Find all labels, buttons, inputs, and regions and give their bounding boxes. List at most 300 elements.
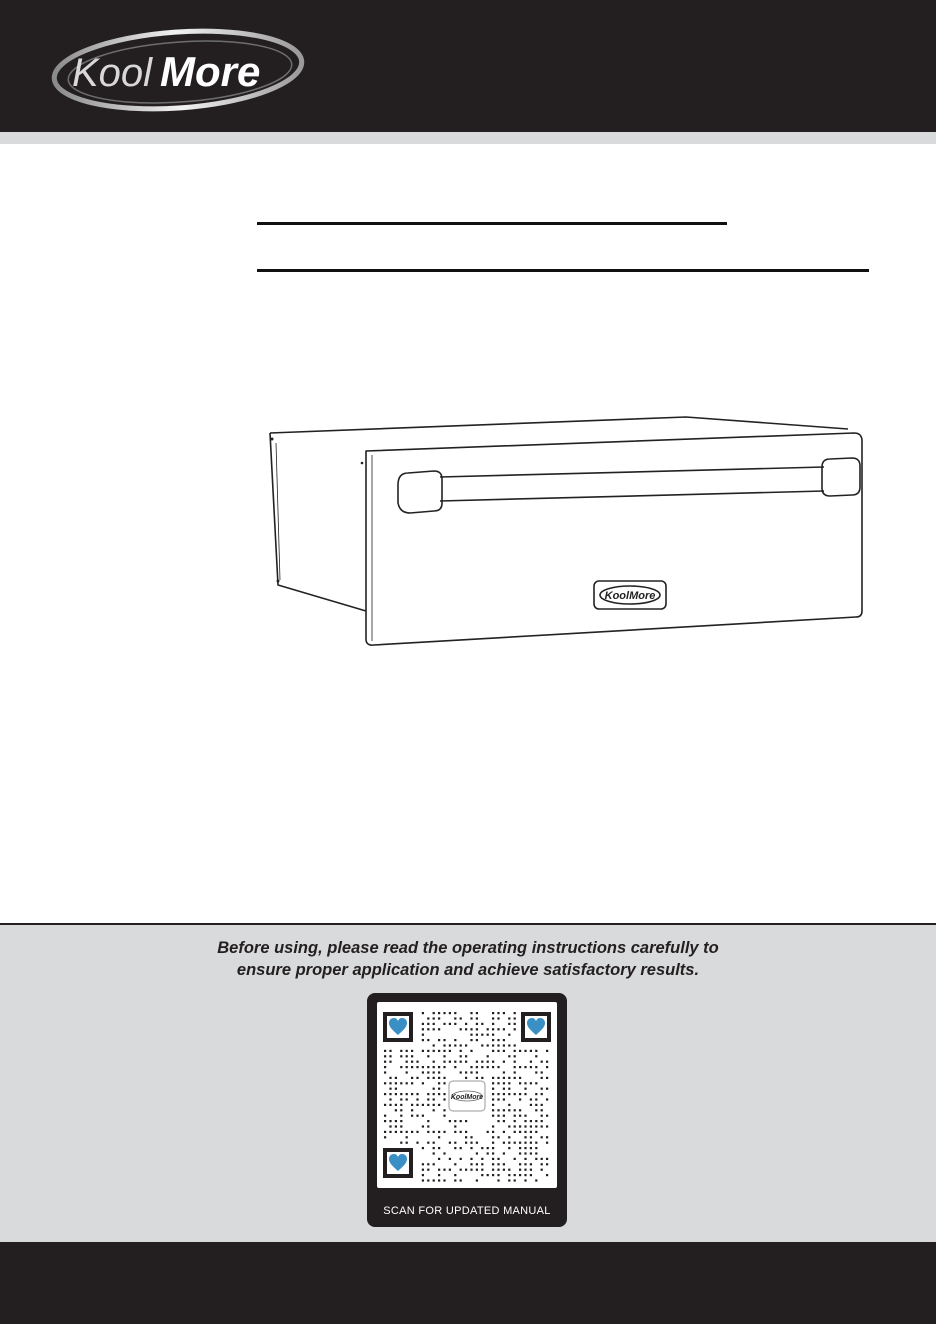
- qr-module: [530, 1142, 532, 1144]
- qr-module: [406, 1131, 408, 1133]
- qr-module: [443, 1023, 445, 1025]
- qr-module: [411, 1082, 413, 1084]
- qr-module: [519, 1115, 521, 1117]
- qr-module: [438, 1158, 440, 1160]
- qr-module: [400, 1131, 402, 1133]
- qr-module: [492, 1152, 494, 1154]
- svg-text:Kool: Kool: [72, 51, 153, 95]
- qr-module: [470, 1039, 472, 1041]
- qr-module: [503, 1093, 505, 1095]
- qr-module: [454, 1044, 456, 1046]
- qr-module: [411, 1093, 413, 1095]
- qr-module: [389, 1088, 391, 1090]
- qr-module: [541, 1163, 543, 1165]
- qr-module: [389, 1050, 391, 1052]
- qr-module: [422, 1147, 424, 1149]
- qr-module: [497, 1120, 499, 1122]
- qr-module: [438, 1017, 440, 1019]
- qr-module: [433, 1061, 435, 1063]
- qr-module: [384, 1120, 386, 1122]
- qr-module: [541, 1115, 543, 1117]
- qr-module: [524, 1174, 526, 1176]
- qr-module: [476, 1077, 478, 1079]
- qr-module: [530, 1061, 532, 1063]
- qr-module: [438, 1050, 440, 1052]
- qr-module: [514, 1061, 516, 1063]
- qr-module: [503, 1169, 505, 1171]
- qr-module: [449, 1012, 451, 1014]
- qr-module: [389, 1082, 391, 1084]
- qr-module: [422, 1104, 424, 1106]
- qr-module: [438, 1147, 440, 1149]
- qr-module: [508, 1174, 510, 1176]
- koolmore-logo: [50, 24, 310, 116]
- qr-module: [487, 1044, 489, 1046]
- qr-module: [411, 1061, 413, 1063]
- qr-module: [460, 1050, 462, 1052]
- qr-module: [438, 1066, 440, 1068]
- qr-code[interactable]: [383, 1008, 551, 1182]
- qr-module: [476, 1023, 478, 1025]
- qr-module: [422, 1034, 424, 1036]
- qr-module: [487, 1055, 489, 1057]
- qr-module: [384, 1131, 386, 1133]
- qr-module: [460, 1028, 462, 1030]
- qr-module: [427, 1131, 429, 1133]
- qr-module: [438, 1039, 440, 1041]
- qr-module: [454, 1179, 456, 1181]
- qr-module: [470, 1034, 472, 1036]
- qr-module: [470, 1163, 472, 1165]
- qr-module: [492, 1169, 494, 1171]
- qr-module: [395, 1077, 397, 1079]
- qr-module: [406, 1055, 408, 1057]
- qr-module: [519, 1109, 521, 1111]
- qr-module: [384, 1093, 386, 1095]
- qr-module: [497, 1174, 499, 1176]
- qr-module: [535, 1098, 537, 1100]
- qr-module: [400, 1142, 402, 1144]
- qr-module: [546, 1066, 548, 1068]
- qr-module: [497, 1093, 499, 1095]
- qr-module: [438, 1131, 440, 1133]
- qr-module: [449, 1044, 451, 1046]
- qr-module: [427, 1023, 429, 1025]
- qr-module: [492, 1104, 494, 1106]
- qr-module: [422, 1050, 424, 1052]
- qr-module: [454, 1174, 456, 1176]
- qr-module: [389, 1093, 391, 1095]
- qr-module: [411, 1109, 413, 1111]
- qr-module: [546, 1061, 548, 1063]
- qr-module: [449, 1050, 451, 1052]
- qr-module: [460, 1120, 462, 1122]
- qr-module: [524, 1142, 526, 1144]
- qr-module: [465, 1023, 467, 1025]
- qr-module: [427, 1039, 429, 1041]
- qr-module: [433, 1066, 435, 1068]
- qr-module: [492, 1012, 494, 1014]
- qr-module: [422, 1012, 424, 1014]
- qr-module: [508, 1077, 510, 1079]
- qr-module: [530, 1104, 532, 1106]
- qr-module: [400, 1066, 402, 1068]
- qr-module: [535, 1082, 537, 1084]
- qr-module: [433, 1088, 435, 1090]
- qr-module: [514, 1017, 516, 1019]
- qr-module: [508, 1136, 510, 1138]
- qr-module: [476, 1179, 478, 1181]
- qr-module: [487, 1034, 489, 1036]
- qr-module: [535, 1152, 537, 1154]
- qr-module: [546, 1136, 548, 1138]
- qr-module: [443, 1093, 445, 1095]
- qr-module: [433, 1179, 435, 1181]
- qr-module: [476, 1012, 478, 1014]
- qr-module: [406, 1098, 408, 1100]
- qr-module: [433, 1104, 435, 1106]
- qr-module: [503, 1109, 505, 1111]
- qr-module: [535, 1147, 537, 1149]
- qr-module: [427, 1050, 429, 1052]
- qr-module: [546, 1115, 548, 1117]
- qr-module: [487, 1147, 489, 1149]
- qr-module: [492, 1131, 494, 1133]
- qr-module: [541, 1136, 543, 1138]
- qr-module: [503, 1088, 505, 1090]
- qr-module: [422, 1179, 424, 1181]
- qr-module: [497, 1136, 499, 1138]
- qr-module: [433, 1142, 435, 1144]
- qr-module: [508, 1179, 510, 1181]
- qr-module: [508, 1082, 510, 1084]
- qr-module: [524, 1093, 526, 1095]
- qr-module: [395, 1088, 397, 1090]
- qr-module: [438, 1088, 440, 1090]
- qr-module: [519, 1169, 521, 1171]
- qr-module: [546, 1050, 548, 1052]
- qr-module: [422, 1039, 424, 1041]
- qr-module: [406, 1061, 408, 1063]
- qr-module: [524, 1136, 526, 1138]
- qr-module: [519, 1152, 521, 1154]
- qr-module: [541, 1104, 543, 1106]
- qr-module: [411, 1050, 413, 1052]
- qr-module: [476, 1169, 478, 1171]
- qr-module: [535, 1125, 537, 1127]
- qr-module: [384, 1061, 386, 1063]
- qr-module: [470, 1071, 472, 1073]
- qr-caption: SCAN FOR UPDATED MANUAL: [383, 1205, 551, 1217]
- read-instructions-notice: [0, 937, 936, 981]
- qr-module: [530, 1174, 532, 1176]
- qr-module: [481, 1023, 483, 1025]
- qr-module: [427, 1077, 429, 1079]
- qr-module: [530, 1066, 532, 1068]
- warming-drawer-illustration: [258, 415, 870, 655]
- qr-module: [443, 1039, 445, 1041]
- qr-module: [476, 1034, 478, 1036]
- qr-module: [508, 1055, 510, 1057]
- notice-line-1: Before using, please read the operating instructions carefully to: [217, 939, 719, 957]
- qr-module: [443, 1179, 445, 1181]
- qr-module: [514, 1142, 516, 1144]
- qr-module: [476, 1017, 478, 1019]
- qr-module: [481, 1158, 483, 1160]
- qr-module: [524, 1050, 526, 1052]
- qr-module: [389, 1125, 391, 1127]
- qr-module: [389, 1131, 391, 1133]
- qr-module: [492, 1174, 494, 1176]
- qr-module: [416, 1131, 418, 1133]
- qr-module: [541, 1120, 543, 1122]
- qr-module: [492, 1061, 494, 1063]
- qr-module: [427, 1120, 429, 1122]
- qr-module: [384, 1136, 386, 1138]
- qr-module: [416, 1115, 418, 1117]
- qr-module: [487, 1174, 489, 1176]
- qr-module: [454, 1120, 456, 1122]
- qr-module: [524, 1158, 526, 1160]
- qr-module: [460, 1179, 462, 1181]
- qr-module: [454, 1125, 456, 1127]
- qr-module: [465, 1142, 467, 1144]
- qr-module: [481, 1044, 483, 1046]
- qr-module: [519, 1147, 521, 1149]
- qr-module: [400, 1120, 402, 1122]
- qr-module: [530, 1163, 532, 1165]
- qr-module: [541, 1169, 543, 1171]
- qr-module: [406, 1050, 408, 1052]
- qr-module: [454, 1061, 456, 1063]
- qr-module: [497, 1169, 499, 1171]
- qr-module: [460, 1055, 462, 1057]
- qr-module: [497, 1039, 499, 1041]
- qr-module: [497, 1179, 499, 1181]
- qr-module: [546, 1174, 548, 1176]
- qr-module: [438, 1179, 440, 1181]
- qr-module: [384, 1082, 386, 1084]
- qr-module: [535, 1104, 537, 1106]
- qr-module: [411, 1066, 413, 1068]
- qr-module: [460, 1044, 462, 1046]
- qr-module: [465, 1077, 467, 1079]
- qr-module: [514, 1066, 516, 1068]
- qr-module: [519, 1142, 521, 1144]
- qr-module: [503, 1115, 505, 1117]
- qr-module: [541, 1071, 543, 1073]
- qr-module: [514, 1125, 516, 1127]
- qr-module: [514, 1109, 516, 1111]
- qr-module: [389, 1055, 391, 1057]
- qr-module: [400, 1115, 402, 1117]
- qr-module: [427, 1179, 429, 1181]
- notice-panel: [0, 923, 936, 1242]
- qr-code-card[interactable]: [367, 993, 567, 1227]
- qr-module: [422, 1023, 424, 1025]
- qr-module: [524, 1147, 526, 1149]
- qr-module: [416, 1104, 418, 1106]
- qr-module: [465, 1055, 467, 1057]
- qr-module: [438, 1136, 440, 1138]
- qr-module: [514, 1012, 516, 1014]
- qr-module: [503, 1071, 505, 1073]
- qr-module: [416, 1077, 418, 1079]
- qr-module: [535, 1142, 537, 1144]
- qr-module: [487, 1152, 489, 1154]
- qr-module: [400, 1093, 402, 1095]
- qr-module: [465, 1071, 467, 1073]
- header-bar: [0, 0, 936, 132]
- qr-module: [508, 1104, 510, 1106]
- qr-module: [497, 1163, 499, 1165]
- qr-module: [530, 1136, 532, 1138]
- qr-module: [492, 1039, 494, 1041]
- qr-module: [530, 1147, 532, 1149]
- qr-module: [427, 1169, 429, 1171]
- qr-module: [492, 1023, 494, 1025]
- qr-module: [460, 1061, 462, 1063]
- qr-module: [497, 1066, 499, 1068]
- qr-module: [422, 1125, 424, 1127]
- qr-module: [524, 1163, 526, 1165]
- qr-module: [427, 1071, 429, 1073]
- qr-module: [492, 1109, 494, 1111]
- qr-module: [503, 1131, 505, 1133]
- qr-module: [535, 1120, 537, 1122]
- qr-module: [449, 1120, 451, 1122]
- qr-module: [433, 1098, 435, 1100]
- qr-module: [460, 1017, 462, 1019]
- qr-module: [470, 1050, 472, 1052]
- qr-module: [427, 1163, 429, 1165]
- qr-module: [406, 1136, 408, 1138]
- qr-module: [481, 1077, 483, 1079]
- qr-module: [433, 1147, 435, 1149]
- qr-module: [470, 1147, 472, 1149]
- qr-module: [497, 1028, 499, 1030]
- qr-module: [524, 1120, 526, 1122]
- qr-module: [433, 1163, 435, 1165]
- qr-module: [427, 1066, 429, 1068]
- qr-module: [519, 1077, 521, 1079]
- qr-module: [514, 1115, 516, 1117]
- qr-module: [427, 1017, 429, 1019]
- qr-module: [465, 1044, 467, 1046]
- qr-module: [433, 1152, 435, 1154]
- qr-module: [519, 1174, 521, 1176]
- qr-module: [422, 1082, 424, 1084]
- qr-module: [524, 1131, 526, 1133]
- qr-module: [438, 1012, 440, 1014]
- qr-module: [514, 1050, 516, 1052]
- qr-module: [487, 1131, 489, 1133]
- qr-module: [395, 1093, 397, 1095]
- qr-module: [497, 1077, 499, 1079]
- qr-module: [406, 1071, 408, 1073]
- qr-module: [481, 1066, 483, 1068]
- qr-module: [454, 1017, 456, 1019]
- qr-module: [454, 1142, 456, 1144]
- qr-module: [443, 1066, 445, 1068]
- qr-module: [384, 1050, 386, 1052]
- qr-module: [395, 1104, 397, 1106]
- qr-module: [514, 1158, 516, 1160]
- qr-module: [541, 1093, 543, 1095]
- qr-module: [514, 1077, 516, 1079]
- qr-module: [514, 1055, 516, 1057]
- qr-module: [535, 1055, 537, 1057]
- qr-module: [395, 1109, 397, 1111]
- qr-module: [443, 1169, 445, 1171]
- qr-module: [508, 1109, 510, 1111]
- qr-module: [492, 1093, 494, 1095]
- qr-module: [395, 1120, 397, 1122]
- qr-module: [438, 1174, 440, 1176]
- qr-module: [449, 1169, 451, 1171]
- qr-module: [497, 1098, 499, 1100]
- qr-module: [503, 1163, 505, 1165]
- qr-module: [519, 1082, 521, 1084]
- qr-module: [487, 1028, 489, 1030]
- qr-module: [535, 1131, 537, 1133]
- qr-module: [519, 1093, 521, 1095]
- qr-module: [411, 1115, 413, 1117]
- qr-module: [492, 1077, 494, 1079]
- qr-module: [470, 1066, 472, 1068]
- qr-module: [400, 1104, 402, 1106]
- qr-module: [535, 1093, 537, 1095]
- svg-text:More: More: [160, 48, 261, 95]
- qr-module: [470, 1169, 472, 1171]
- qr-module: [492, 1082, 494, 1084]
- qr-module: [530, 1169, 532, 1171]
- qr-module: [384, 1055, 386, 1057]
- qr-module: [438, 1071, 440, 1073]
- qr-module: [503, 1028, 505, 1030]
- qr-module: [514, 1120, 516, 1122]
- qr-module: [470, 1142, 472, 1144]
- qr-module: [524, 1125, 526, 1127]
- qr-module: [492, 1158, 494, 1160]
- qr-module: [433, 1071, 435, 1073]
- qr-module: [422, 1115, 424, 1117]
- qr-center-logo: [449, 1081, 485, 1111]
- qr-module: [519, 1098, 521, 1100]
- qr-module: [443, 1082, 445, 1084]
- qr-module: [524, 1066, 526, 1068]
- qr-module: [465, 1028, 467, 1030]
- qr-module: [406, 1066, 408, 1068]
- qr-module: [514, 1044, 516, 1046]
- qr-module: [514, 1174, 516, 1176]
- qr-finder-top-right: [521, 1012, 551, 1042]
- qr-module: [524, 1088, 526, 1090]
- qr-module: [433, 1050, 435, 1052]
- qr-module: [535, 1179, 537, 1181]
- qr-module: [433, 1093, 435, 1095]
- qr-module: [530, 1120, 532, 1122]
- qr-module: [524, 1179, 526, 1181]
- qr-module: [422, 1071, 424, 1073]
- qr-module: [406, 1142, 408, 1144]
- qr-module: [389, 1098, 391, 1100]
- qr-module: [524, 1082, 526, 1084]
- product-badge: KoolMore: [604, 590, 656, 602]
- qr-module: [541, 1061, 543, 1063]
- qr-module: [541, 1077, 543, 1079]
- qr-module: [443, 1044, 445, 1046]
